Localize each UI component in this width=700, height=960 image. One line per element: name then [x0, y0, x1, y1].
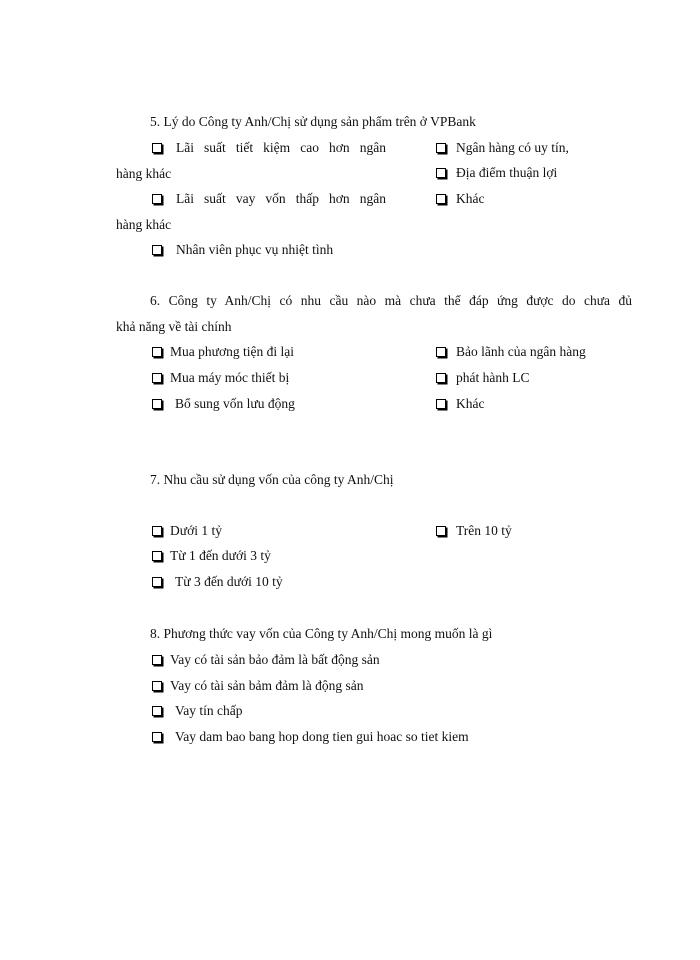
q7-title: 7. Nhu cầu sử dụng vốn của công ty Anh/Chị	[150, 472, 394, 487]
q7-opt3-label: Từ 3 đến dưới 10 tỷ	[175, 574, 283, 589]
q8-opt2-checkbox[interactable]	[152, 681, 162, 691]
q6-opt4-checkbox[interactable]	[436, 347, 446, 357]
q6-opt4-label: Bảo lãnh của ngân hàng	[456, 344, 586, 359]
q7-opt3-checkbox[interactable]	[152, 577, 162, 587]
q6-opt5-checkbox[interactable]	[436, 373, 446, 383]
q7-opt2-label: Từ 1 đến dưới 3 tỷ	[170, 548, 271, 563]
q8-opt2-label: Vay có tài sản bảm đảm là động sản	[170, 678, 364, 693]
q5-opt1-label-line1: Lãi suất tiết kiệm cao hơn ngân	[176, 140, 386, 155]
q6-opt6-checkbox[interactable]	[436, 399, 446, 409]
q5-opt6-label: Khác	[456, 191, 485, 206]
q8-opt3-label: Vay tín chấp	[175, 703, 243, 718]
q7-opt4-label: Trên 10 tỷ	[456, 523, 512, 538]
q5-opt4-checkbox[interactable]	[436, 143, 446, 153]
q6-opt5-label: phát hành LC	[456, 370, 530, 385]
q7-opt4-checkbox[interactable]	[436, 526, 446, 536]
q7-opt2-checkbox[interactable]	[152, 551, 162, 561]
q6-title-line2: khả năng về tài chính	[116, 319, 232, 334]
q8-opt1-checkbox[interactable]	[152, 655, 162, 665]
q6-opt1-checkbox[interactable]	[152, 347, 162, 357]
q8-opt4-label: Vay dam bao bang hop dong tien gui hoac so tiet kiem	[175, 729, 469, 744]
q7-opt1-checkbox[interactable]	[152, 526, 162, 536]
q6-opt3-checkbox[interactable]	[152, 399, 162, 409]
q6-title-line1: 6. Công ty Anh/Chị có nhu cầu nào mà chưa thể đáp ứng được do chưa đủ	[150, 293, 632, 308]
q6-opt1-label: Mua phương tiện đi lại	[170, 344, 294, 359]
q5-opt2-checkbox[interactable]	[152, 194, 162, 204]
q5-opt6-checkbox[interactable]	[436, 194, 446, 204]
q6-opt2-label: Mua máy móc thiết bị	[170, 370, 290, 385]
q5-opt2-label-line1: Lãi suất vay vốn thấp hơn ngân	[176, 191, 386, 206]
q5-opt5-label: Địa điểm thuận lợi	[456, 165, 558, 180]
q5-opt1-label-line2: hàng khác	[116, 166, 172, 181]
q5-opt5-checkbox[interactable]	[436, 168, 446, 178]
q8-opt3-checkbox[interactable]	[152, 706, 162, 716]
q8-opt1-label: Vay có tài sản bảo đảm là bất động sản	[170, 652, 380, 667]
q5-opt3-checkbox[interactable]	[152, 245, 162, 255]
q5-opt1-checkbox[interactable]	[152, 143, 162, 153]
q8-title: 8. Phương thức vay vốn của Công ty Anh/Chị mong muốn là gì	[150, 626, 493, 641]
q6-opt6-label: Khác	[456, 396, 485, 411]
q7-opt1-label: Dưới 1 tỷ	[170, 523, 222, 538]
q6-opt3-label: Bổ sung vốn lưu động	[175, 396, 295, 411]
q5-opt3-label: Nhân viên phục vụ nhiệt tình	[176, 242, 334, 257]
q5-opt4-label: Ngân hàng có uy tín,	[456, 140, 569, 155]
q8-opt4-checkbox[interactable]	[152, 732, 162, 742]
q5-opt2-label-line2: hàng khác	[116, 217, 172, 232]
q5-title: 5. Lý do Công ty Anh/Chị sử dụng sản phẩm trên ở VPBank	[150, 114, 476, 129]
q6-opt2-checkbox[interactable]	[152, 373, 162, 383]
